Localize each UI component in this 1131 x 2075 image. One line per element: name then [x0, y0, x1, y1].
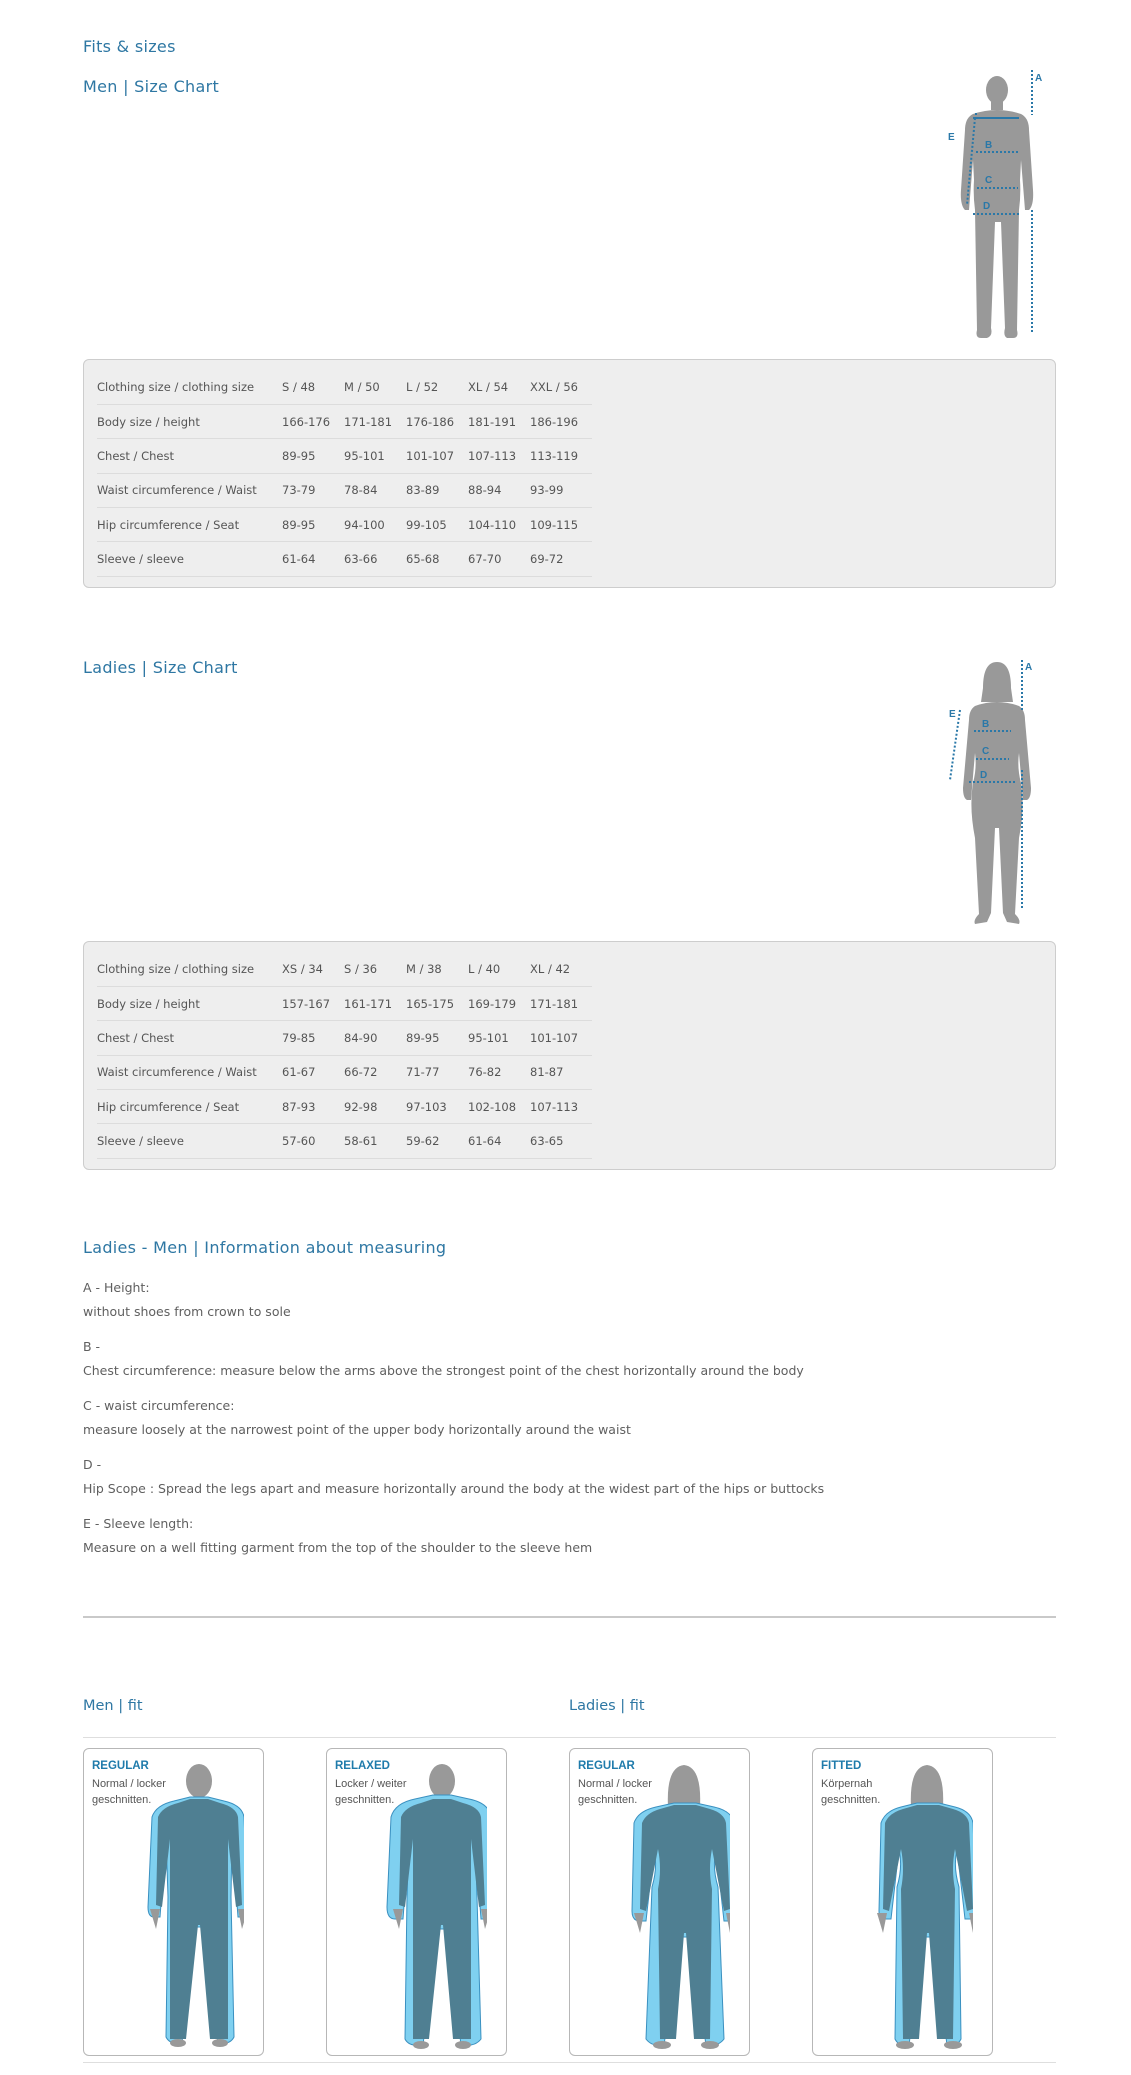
cell: 169-179 [468, 986, 530, 1020]
cell: 65-68 [406, 542, 468, 576]
cell: XXL / 56 [530, 370, 592, 404]
row-label: Waist circumference / Waist [97, 473, 282, 507]
section-divider [83, 1616, 1056, 1618]
cell: 92-98 [344, 1090, 406, 1124]
fit-card-title: REGULAR [92, 1760, 149, 1772]
cell: 81-87 [530, 1055, 592, 1089]
ladies-measurement-figure [945, 658, 1060, 928]
table-row [97, 1090, 592, 1124]
svg-text:C: C [985, 175, 993, 186]
ladies-size-table-container [83, 941, 1056, 1170]
cell: 176-186 [406, 404, 468, 438]
cell: 109-115 [530, 508, 592, 542]
cell: 89-95 [406, 1021, 468, 1055]
ladies-size-chart-heading: Ladies | Size Chart [83, 658, 238, 677]
cell: 61-64 [468, 1124, 530, 1158]
table-row [97, 508, 592, 542]
cell: 63-65 [530, 1124, 592, 1158]
fit-card-desc-line: Körpernah [821, 1778, 873, 1790]
svg-text:E: E [949, 709, 956, 720]
fit-card-desc-line: geschnitten. [92, 1794, 152, 1806]
measuring-item-description: Chest circumference: measure below the arms above the strongest point of the chest horizontally around the body [83, 1363, 804, 1378]
cell: 171-181 [530, 986, 592, 1020]
male-regular-fit-icon [134, 1757, 244, 2052]
fit-card-desc-line: geschnitten. [335, 1794, 395, 1806]
measuring-item-description: Measure on a well fitting garment from the top of the shoulder to the sleeve hem [83, 1540, 593, 1555]
cell: 88-94 [468, 473, 530, 507]
fit-card-title: REGULAR [578, 1760, 635, 1772]
svg-text:A: A [1025, 662, 1033, 673]
cell: 89-95 [282, 508, 344, 542]
table-row [97, 542, 592, 576]
cell: S / 36 [344, 952, 406, 986]
cell: 94-100 [344, 508, 406, 542]
svg-text:E: E [948, 132, 955, 143]
cell: 171-181 [344, 404, 406, 438]
table-row [97, 404, 592, 438]
table-row [97, 439, 592, 473]
svg-text:B: B [982, 719, 990, 730]
cell: 102-108 [468, 1090, 530, 1124]
cell: L / 40 [468, 952, 530, 986]
cell: 186-196 [530, 404, 592, 438]
men-size-table-container [83, 359, 1056, 588]
female-regular-fit-icon [620, 1757, 730, 2052]
measuring-item-title: C - waist circumference: [83, 1398, 235, 1413]
cell: 61-64 [282, 542, 344, 576]
cell: 166-176 [282, 404, 344, 438]
cell: 67-70 [468, 542, 530, 576]
measuring-item-title: A - Height: [83, 1280, 150, 1295]
men-size-chart-heading: Men | Size Chart [83, 77, 220, 96]
fit-card-desc-line: geschnitten. [821, 1794, 881, 1806]
table-row [97, 986, 592, 1020]
cell: 79-85 [282, 1021, 344, 1055]
table-row [97, 1055, 592, 1089]
cell: 89-95 [282, 439, 344, 473]
row-label: Hip circumference / Seat [97, 508, 282, 542]
cell: 161-171 [344, 986, 406, 1020]
cell: 76-82 [468, 1055, 530, 1089]
cell: 107-113 [468, 439, 530, 473]
measuring-item-description: without shoes from crown to sole [83, 1304, 291, 1319]
cell: 113-119 [530, 439, 592, 473]
svg-text:D: D [980, 770, 988, 781]
male-relaxed-fit-icon [377, 1757, 487, 2052]
row-label: Clothing size / clothing size [97, 952, 282, 986]
cell: M / 50 [344, 370, 406, 404]
cell: 181-191 [468, 404, 530, 438]
row-label: Body size / height [97, 986, 282, 1020]
table-row [97, 952, 592, 986]
table-row [97, 1124, 592, 1158]
cell: 78-84 [344, 473, 406, 507]
svg-text:A: A [1035, 73, 1043, 84]
cell: XL / 54 [468, 370, 530, 404]
row-label: Hip circumference / Seat [97, 1090, 282, 1124]
men-size-table [97, 370, 592, 577]
measuring-item-a [83, 1276, 1063, 1324]
measuring-item-d [83, 1453, 1063, 1501]
female-fitted-fit-icon [863, 1757, 973, 2052]
table-row [97, 1021, 592, 1055]
cell: L / 52 [406, 370, 468, 404]
measuring-item-description: Hip Scope : Spread the legs apart and measure horizontally around the body at the widest part of the hips or buttocks [83, 1481, 825, 1496]
row-label: Body size / height [97, 404, 282, 438]
cell: 99-105 [406, 508, 468, 542]
cell: 101-107 [530, 1021, 592, 1055]
cell: 69-72 [530, 542, 592, 576]
row-label: Sleeve / sleeve [97, 542, 282, 576]
svg-text:B: B [985, 140, 993, 151]
cell: XL / 42 [530, 952, 592, 986]
table-row [97, 473, 592, 507]
row-label: Chest / Chest [97, 439, 282, 473]
fit-card-title: FITTED [821, 1760, 862, 1772]
row-label: Chest / Chest [97, 1021, 282, 1055]
cell: 73-79 [282, 473, 344, 507]
men-measurement-figure [945, 70, 1060, 345]
cell: 57-60 [282, 1124, 344, 1158]
measuring-item-b [83, 1335, 1063, 1383]
ladies-size-table [97, 952, 592, 1159]
cell: 63-66 [344, 542, 406, 576]
cell: 101-107 [406, 439, 468, 473]
fit-card-desc-line: Locker / weiter [335, 1778, 407, 1790]
table-row [97, 370, 592, 404]
cell: 157-167 [282, 986, 344, 1020]
fit-card-men-relaxed [326, 1748, 507, 2056]
fit-card-desc-line: Normal / locker [92, 1778, 166, 1790]
row-label: Waist circumference / Waist [97, 1055, 282, 1089]
fit-card-men-regular [83, 1748, 264, 2056]
cell: 71-77 [406, 1055, 468, 1089]
cell: 83-89 [406, 473, 468, 507]
cell: 107-113 [530, 1090, 592, 1124]
cell: 66-72 [344, 1055, 406, 1089]
cell: XS / 34 [282, 952, 344, 986]
fit-card-desc-line: Normal / locker [578, 1778, 652, 1790]
cell: 93-99 [530, 473, 592, 507]
men-fit-heading: Men | fit [83, 1698, 143, 1714]
cell: S / 48 [282, 370, 344, 404]
ladies-fit-heading: Ladies | fit [569, 1698, 645, 1714]
measuring-item-e [83, 1512, 1063, 1560]
cell: 84-90 [344, 1021, 406, 1055]
cell: 87-93 [282, 1090, 344, 1124]
measuring-info-list [83, 1276, 1063, 1571]
fit-card-desc-line: geschnitten. [578, 1794, 638, 1806]
cell: 58-61 [344, 1124, 406, 1158]
fit-card-ladies-regular [569, 1748, 750, 2056]
row-label: Sleeve / sleeve [97, 1124, 282, 1158]
female-body-silhouette-icon [945, 658, 1060, 928]
fit-header-divider [83, 1737, 1056, 1738]
cell: 61-67 [282, 1055, 344, 1089]
cell: 104-110 [468, 508, 530, 542]
measuring-item-title: D - [83, 1457, 102, 1472]
cell: M / 38 [406, 952, 468, 986]
cell: 59-62 [406, 1124, 468, 1158]
svg-text:C: C [982, 746, 990, 757]
cell: 95-101 [344, 439, 406, 473]
cell: 165-175 [406, 986, 468, 1020]
measuring-info-heading: Ladies - Men | Information about measuring [83, 1238, 447, 1257]
page-title: Fits & sizes [83, 37, 176, 56]
fit-card-ladies-fitted [812, 1748, 993, 2056]
measuring-item-c [83, 1394, 1063, 1442]
svg-text:D: D [983, 201, 991, 212]
bottom-divider [83, 2062, 1056, 2063]
fit-card-title: RELAXED [335, 1760, 390, 1772]
measuring-item-title: B - [83, 1339, 101, 1354]
cell: 97-103 [406, 1090, 468, 1124]
measuring-item-description: measure loosely at the narrowest point of the upper body horizontally around the waist [83, 1422, 631, 1437]
measuring-item-title: E - Sleeve length: [83, 1516, 194, 1531]
cell: 95-101 [468, 1021, 530, 1055]
male-body-silhouette-icon [945, 70, 1060, 345]
row-label: Clothing size / clothing size [97, 370, 282, 404]
